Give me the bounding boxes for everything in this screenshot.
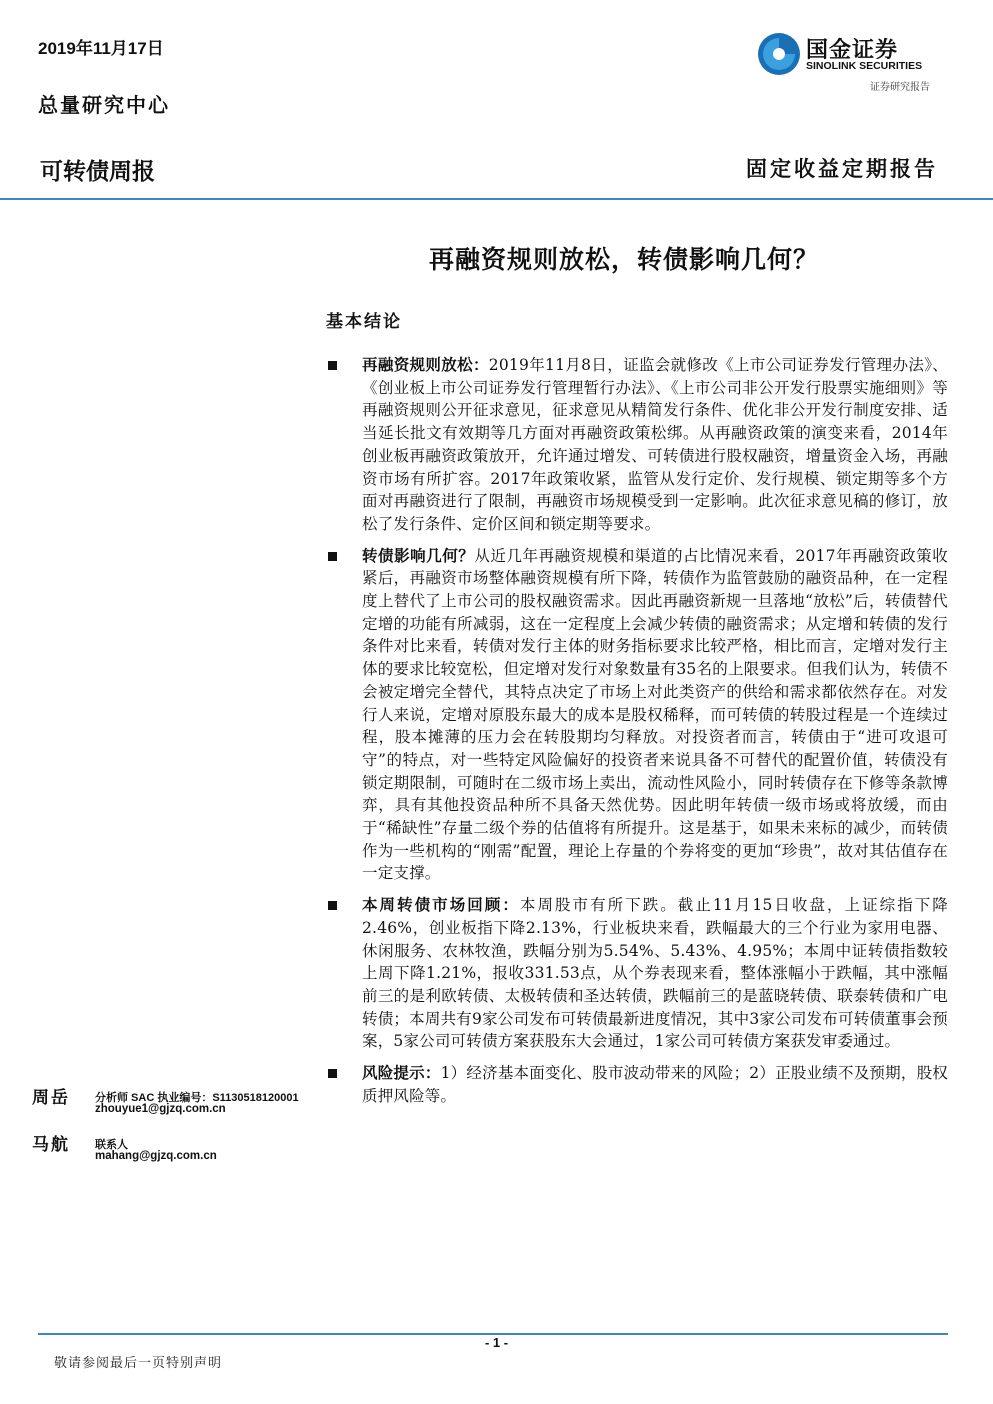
bullet-square-icon [328, 1069, 337, 1078]
report-type: 可转债周报 [40, 158, 155, 184]
analyst-name: 周岳 [32, 1088, 70, 1108]
report-category: 固定收益定期报告 [746, 156, 938, 181]
conclusion-lead: 再融资规则放松： [362, 355, 489, 374]
logo-name-cn: 国金证券 [806, 37, 899, 62]
bullet-square-icon [328, 901, 337, 910]
conclusion-list [326, 354, 948, 1117]
report-title: 再融资规则放松，转债影响几何？ [428, 245, 819, 274]
analyst-credential: 分析师 SAC 执业编号：S1130518120001 [95, 1092, 299, 1104]
conclusion-text: 2019年11月8日，证监会就修改《上市公司证券发行管理办法》、《创业板上市公司证券发行管理暂行办法》、《上市公司非公开发行股票实施细则》等再融资规则公开征求意见，征求意见从精简发行条件、优化非公开发行制度安排、适当延长批文有效期等几方面对再融资政策松绑。从再融资政策的演变来看，2014年创业板再融资政策放开，允许通过增发、可转债进行股权融资，增量资金入场，再融资市场有所扩容。2017年政策收紧，监管从发行定价、发行规模、锁定期等多个方面对再融资进行了限制，再融资市场规模受到一定影响。此次征求意见稿的修订，放松了发行条件、定价区间和锁定期等要求。 [362, 356, 948, 533]
header-divider [0, 198, 993, 200]
section-heading: 基本结论 [326, 312, 402, 332]
bullet-square-icon [328, 361, 337, 370]
conclusion-item [326, 354, 948, 536]
logo-subtitle: 证券研究报告 [870, 82, 930, 93]
conclusion-text: 1）经济基本面变化、股市波动带来的风险；2）正股业绩不及预期，股权质押风险等。 [362, 1064, 948, 1105]
conclusion-text: 本周股市有所下跌。截止11月15日收盘，上证综指下降2.46%，创业板指下降2.13%，行业板块来看，跌幅最大的三个行业为家用电器、休闲服务、农林牧渔，跌幅分别为5.54%、5.43%、4.95%；本周中证转债指数较上周下降1.21%，报收331.53点，从个券表现来看，整体涨幅小于跌幅，其中涨幅前三的是利欧转债、太极转债和圣达转债，跌幅前三的是蓝晓转债、联泰转债和广电转债；本周共有9家公司发布可转债最新进度情况，其中3家公司发布可转债董事会预案，5家公司可转债方案获股东大会通过，1家公司可转债方案获发审委通过。 [362, 896, 948, 1051]
conclusion-text: 从近几年再融资规模和渠道的占比情况来看，2017年再融资政策收紧后，再融资市场整体融资规模有所下降，转债作为监管鼓励的融资品种，在一定程度上替代了上市公司的股权融资需求。因此再融资新规一旦落地“放松”后，转债替代定增的功能有所减弱，这在一定程度上会减少转债的融资需求；从定增和转债的发行条件对比来看，转债对发行主体的财务指标要求比较严格，相比而言，定增对发行主体的要求比较宽松，但定增对发行对象数量有35名的上限要求。但我们认为，转债不会被定增完全替代，其特点决定了市场上对此类资产的供给和需求都依然存在。对发行人来说，定增对原股东最大的成本是股权稀释，而可转债的转股过程是一个连续过程，股本摊薄的压力会在转股期均匀释放。对投资者而言，转债由于“进可攻退可守”的特点，对一些特定风险偏好的投资者来说具备不可替代的配置价值，转债没有锁定期限制，可随时在二级市场上卖出，流动性风险小，同时转债存在下修等条款博弈，具有其他投资品种所不具备天然优势。因此明年转债一级市场或将放缓，而由于“稀缺性”存量二级个券的估值将有所提升。这是基于，如果未来标的减少，而转债作为一些机构的“刚需”配置，理论上存量的个券将变的更加“珍贵”，故对其估值存在一定支撑。 [362, 546, 948, 883]
logo-name-en: SINOLINK SECURITIES [806, 60, 923, 72]
conclusion-item [326, 1062, 948, 1107]
report-date: 2019年11月17日 [38, 39, 164, 58]
conclusion-lead: 转债影响几何？ [362, 545, 475, 565]
conclusion-item [326, 545, 948, 886]
bullet-square-icon [328, 552, 337, 561]
analyst-email[interactable]: zhouyue1@gjzq.com.cn [95, 1103, 226, 1115]
footer-disclaimer: 敬请参阅最后一页特别声明 [54, 1356, 223, 1371]
contact-email[interactable]: mahang@gjzq.com.cn [95, 1150, 217, 1162]
page-number: - 1 - [484, 1335, 509, 1350]
conclusion-item [326, 894, 948, 1053]
sinolink-logo-icon [755, 30, 803, 78]
contact-label: 联系人 [95, 1139, 128, 1151]
research-center-name: 总量研究中心 [38, 93, 170, 117]
conclusion-lead: 本周转债市场回顾： [362, 895, 520, 915]
contact-name: 马航 [32, 1135, 70, 1155]
conclusion-lead: 风险提示： [362, 1063, 441, 1083]
